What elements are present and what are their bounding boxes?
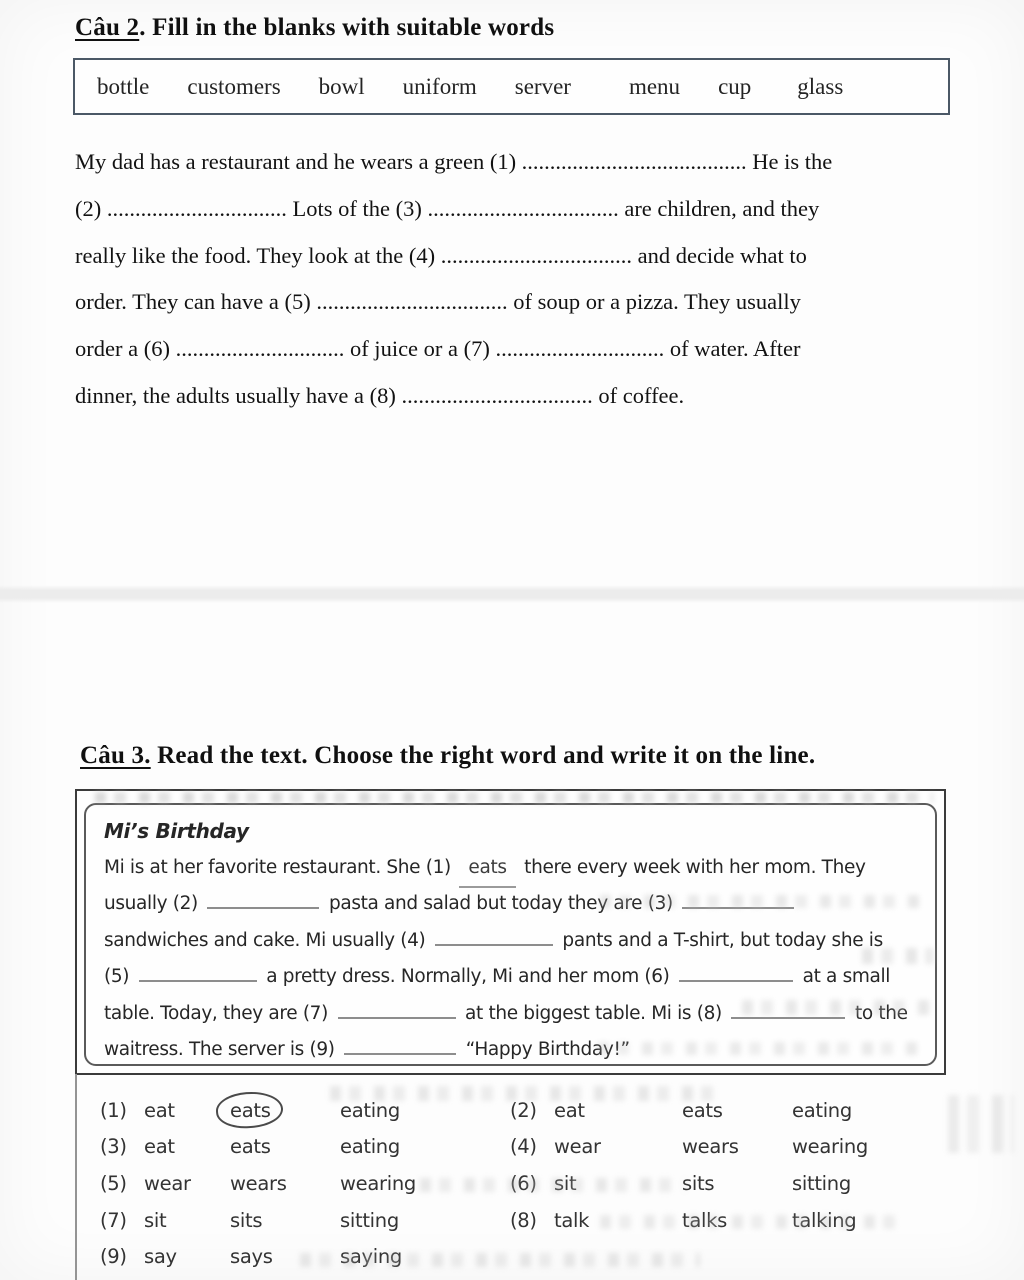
answer-option: wears: [230, 1171, 287, 1195]
blank-line: [344, 1038, 456, 1055]
answer-option: says: [230, 1245, 273, 1269]
paragraph-line: (2) ................................ Lots of the (3) .................................. are children, and they: [75, 195, 820, 221]
question-3-label: Câu 3.: [80, 742, 151, 769]
answer-number: (6): [510, 1171, 537, 1195]
paragraph-line: dinner, the adults usually have a (8) .................................. of coffee.: [75, 382, 685, 408]
answer-row: [100, 1129, 416, 1166]
passage-text: table. Today, they are (7): [104, 1002, 334, 1024]
passage-line: [104, 959, 919, 995]
passage-line: [104, 923, 919, 959]
passage-text: waitress. The server is (9): [104, 1038, 341, 1060]
answer-row: [100, 1202, 416, 1239]
word-bank-item: glass: [797, 73, 844, 99]
blank-line: [207, 892, 319, 909]
answer-number: (8): [510, 1208, 537, 1232]
word-bank-item: cup: [718, 73, 752, 99]
word-bank-item: bowl: [318, 73, 365, 99]
example-answer: eats: [459, 850, 515, 888]
answer-row: [510, 1202, 868, 1239]
answer-number: (4): [510, 1135, 537, 1159]
answer-option: eat: [554, 1098, 585, 1122]
paragraph-line: order a (6) .............................. of juice or a (7) .............................. of water. After: [75, 336, 801, 362]
question-2-instruction: . Fill in the blanks with suitable words: [139, 14, 555, 41]
blank-line: [731, 1002, 845, 1019]
passage-lines: [104, 850, 919, 1068]
answer-option: sitting: [792, 1171, 851, 1195]
passage-text: pants and a T-shirt, but today she is: [556, 929, 883, 951]
answer-option: eat: [144, 1135, 175, 1159]
question-2-label: Câu 2: [75, 14, 140, 41]
word-bank-item: uniform: [402, 73, 477, 99]
passage-title: Mi’s Birthday: [104, 819, 249, 843]
passage-line: [104, 850, 919, 886]
passage-text: usually (2): [104, 893, 204, 915]
passage-text: (5): [104, 966, 135, 988]
answer-option: wearing: [340, 1171, 416, 1195]
answer-option: eating: [792, 1098, 852, 1122]
answer-option: sit: [144, 1208, 167, 1232]
answer-number: (1): [100, 1098, 127, 1122]
answer-row: [510, 1092, 868, 1129]
answer-option: talks: [682, 1208, 727, 1232]
answer-option: saying: [340, 1245, 403, 1269]
passage-text: to the: [849, 1002, 908, 1024]
blank-line: [338, 1002, 456, 1019]
answer-option: wear: [144, 1171, 191, 1195]
word-bank-item: server: [514, 73, 571, 99]
divider-band: [0, 585, 1024, 603]
paragraph-line: really like the food. They look at the (4) .................................. and decide what to: [75, 242, 807, 268]
answer-options-left-column: [100, 1092, 416, 1275]
answer-option: eating: [340, 1098, 400, 1122]
answer-option: sit: [554, 1171, 577, 1195]
answer-row: [100, 1165, 416, 1202]
reading-passage: [104, 815, 919, 1068]
answer-option: say: [144, 1245, 177, 1269]
word-bank-item: bottle: [97, 73, 150, 99]
answer-option: eat: [144, 1098, 175, 1122]
question-3-instruction: Read the text. Choose the right word and write it on the line.: [150, 742, 816, 769]
answer-number: (2): [510, 1098, 537, 1122]
answer-option: wear: [554, 1135, 601, 1159]
question-2-heading: [75, 14, 554, 42]
passage-text: Mi is at her favorite restaurant. She (1): [104, 857, 457, 878]
blank-line: [682, 892, 794, 909]
blank-line: [679, 965, 793, 982]
answer-option: eats: [230, 1099, 271, 1122]
bleed-artifact: [948, 1095, 1014, 1153]
word-bank-item: customers: [187, 73, 281, 99]
passage-text: at a small: [797, 966, 891, 988]
answer-number: (7): [100, 1208, 127, 1232]
paragraph-line: order. They can have a (5) .................................. of soup or a pizza. They usually: [75, 289, 801, 315]
answer-option: wearing: [792, 1135, 868, 1159]
passage-line: [104, 886, 919, 922]
passage-text: sandwiches and cake. Mi usually (4): [104, 929, 431, 951]
word-bank-box: [73, 58, 950, 115]
answer-number: (9): [100, 1245, 127, 1269]
answer-option: sits: [230, 1208, 263, 1232]
passage-text: a pretty dress. Normally, Mi and her mom (6): [260, 966, 676, 988]
answer-option: eats: [682, 1098, 723, 1122]
answer-option: eats: [230, 1135, 271, 1159]
answer-options-right-column: [510, 1092, 868, 1238]
answer-row: [510, 1165, 868, 1202]
answer-option: sitting: [340, 1208, 399, 1232]
question-2-paragraph: [75, 139, 980, 420]
answer-option: wears: [682, 1135, 739, 1159]
passage-text: pasta and salad but today they are (3): [323, 893, 679, 915]
passage-line: [104, 996, 919, 1032]
answer-number: (3): [100, 1135, 127, 1159]
answer-option: talk: [554, 1208, 590, 1232]
answer-option: sits: [682, 1171, 715, 1195]
passage-text: at the biggest table. Mi is (8): [459, 1002, 728, 1024]
answer-row: [510, 1129, 868, 1166]
answer-option: eating: [340, 1135, 400, 1159]
blank-line: [139, 965, 257, 982]
passage-text: “Happy Birthday!”: [460, 1038, 630, 1060]
passage-text: there every week with her mom. They: [518, 857, 866, 878]
answer-row: [100, 1238, 416, 1275]
word-bank-item: menu: [628, 73, 681, 99]
answer-row: [100, 1092, 416, 1129]
left-rule: [75, 1074, 77, 1280]
question-3-heading: [80, 742, 815, 770]
answer-number: (5): [100, 1171, 127, 1195]
circle-annotation: [215, 1090, 284, 1131]
blank-line: [435, 929, 553, 946]
passage-line: [104, 1032, 919, 1068]
answer-option: talking: [792, 1208, 857, 1232]
paragraph-line: My dad has a restaurant and he wears a green (1) ........................................ He is the: [75, 149, 833, 174]
